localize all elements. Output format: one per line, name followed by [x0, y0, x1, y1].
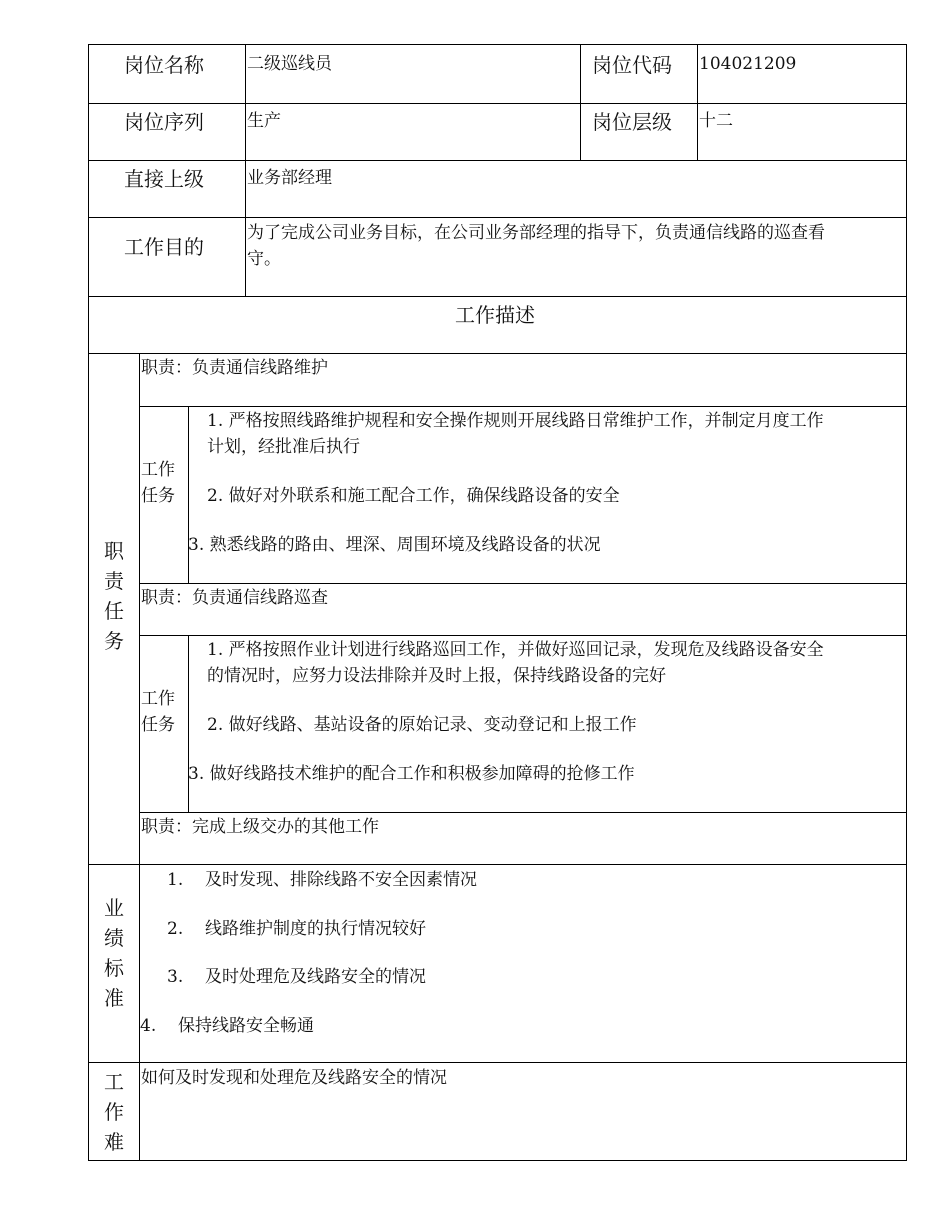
level-label: 岗位层级: [592, 110, 672, 134]
superior-label: 直接上级: [124, 167, 204, 191]
rule: [139, 353, 140, 1161]
rule: [139, 583, 907, 584]
task-item: 3. 熟悉线路的路由、埋深、周围环境及线路设备的状况: [188, 535, 601, 555]
side-label-char: 工: [104, 1070, 124, 1094]
duty-title: 职责：负责通信线路巡查: [141, 588, 328, 608]
task-label: 任务: [141, 715, 175, 735]
task-item: 2. 做好线路、基站设备的原始记录、变动登记和上报工作: [207, 715, 637, 735]
rule: [139, 635, 907, 636]
task-item: 计划，经批准后执行: [207, 437, 360, 457]
post-code-label: 岗位代码: [592, 53, 672, 77]
sequence-value: 生产: [247, 111, 281, 131]
level-value: 十二: [699, 111, 733, 131]
post-name-label: 岗位名称: [124, 53, 204, 77]
sequence-label: 岗位序列: [124, 110, 204, 134]
rule: [139, 406, 907, 407]
rule: [88, 1062, 907, 1063]
rule: [88, 217, 907, 218]
rule: [88, 160, 907, 161]
purpose-text-line-2: 守。: [247, 249, 281, 269]
rule: [697, 44, 698, 161]
rule: [188, 406, 189, 584]
task-label: 工作: [141, 689, 175, 709]
task-item: 2. 做好对外联系和施工配合工作，确保线路设备的安全: [207, 486, 620, 506]
side-label-char: 职: [104, 539, 124, 563]
side-label-char: 业: [104, 896, 124, 920]
rule: [88, 44, 907, 45]
task-label: 工作: [141, 460, 175, 480]
performance-item-number: 4.: [140, 1016, 157, 1036]
performance-item-text: 保持线路安全畅通: [178, 1016, 314, 1036]
side-label-char: 责: [104, 569, 124, 593]
section-title-work-description: 工作描述: [455, 303, 535, 327]
superior-value: 业务部经理: [247, 168, 332, 188]
rule: [139, 812, 907, 813]
side-label-char: 任: [104, 599, 124, 623]
rule: [88, 103, 907, 104]
side-label-char: 准: [104, 986, 124, 1010]
duty-title: 职责：完成上级交办的其他工作: [141, 817, 379, 837]
side-label-char: 务: [104, 629, 124, 653]
performance-item-text: 及时处理危及线路安全的情况: [205, 967, 426, 987]
side-label-performance: [89, 893, 139, 1013]
rule: [906, 44, 907, 1161]
post-code-value: 104021209: [699, 54, 797, 74]
performance-item-number: 2.: [167, 919, 184, 939]
purpose-text-line-1: 为了完成公司业务目标，在公司业务部经理的指导下，负责通信线路的巡查看: [247, 223, 825, 243]
rule: [188, 635, 189, 813]
task-label: 任务: [141, 486, 175, 506]
performance-item-number: 3.: [167, 967, 184, 987]
task-item: 3. 做好线路技术维护的配合工作和积极参加障碍的抢修工作: [188, 764, 635, 784]
side-label-char: 难: [104, 1130, 124, 1154]
performance-item-number: 1.: [167, 870, 184, 890]
duty-title: 职责：负责通信线路维护: [141, 358, 328, 378]
rule: [88, 296, 907, 297]
rule: [245, 44, 246, 297]
task-item: 1. 严格按照线路维护规程和安全操作规则开展线路日常维护工作，并制定月度工作: [207, 411, 824, 431]
side-label-difficulty: [89, 1067, 139, 1157]
side-label-duties: [89, 536, 139, 656]
side-label-char: 标: [104, 956, 124, 980]
difficulty-text: 如何及时发现和处理危及线路安全的情况: [141, 1068, 447, 1088]
side-label-char: 绩: [104, 926, 124, 950]
rule: [88, 1160, 907, 1161]
side-label-char: 作: [104, 1100, 124, 1124]
post-name-value: 二级巡线员: [247, 54, 332, 74]
rule: [580, 44, 581, 161]
task-item: 1. 严格按照作业计划进行线路巡回工作，并做好巡回记录，发现危及线路设备安全: [207, 640, 824, 660]
performance-item-text: 线路维护制度的执行情况较好: [205, 919, 426, 939]
task-item: 的情况时，应努力设法排除并及时上报，保持线路设备的完好: [207, 666, 666, 686]
rule: [88, 353, 907, 354]
performance-item-text: 及时发现、排除线路不安全因素情况: [205, 870, 477, 890]
purpose-label: 工作目的: [124, 235, 204, 259]
rule: [88, 864, 907, 865]
